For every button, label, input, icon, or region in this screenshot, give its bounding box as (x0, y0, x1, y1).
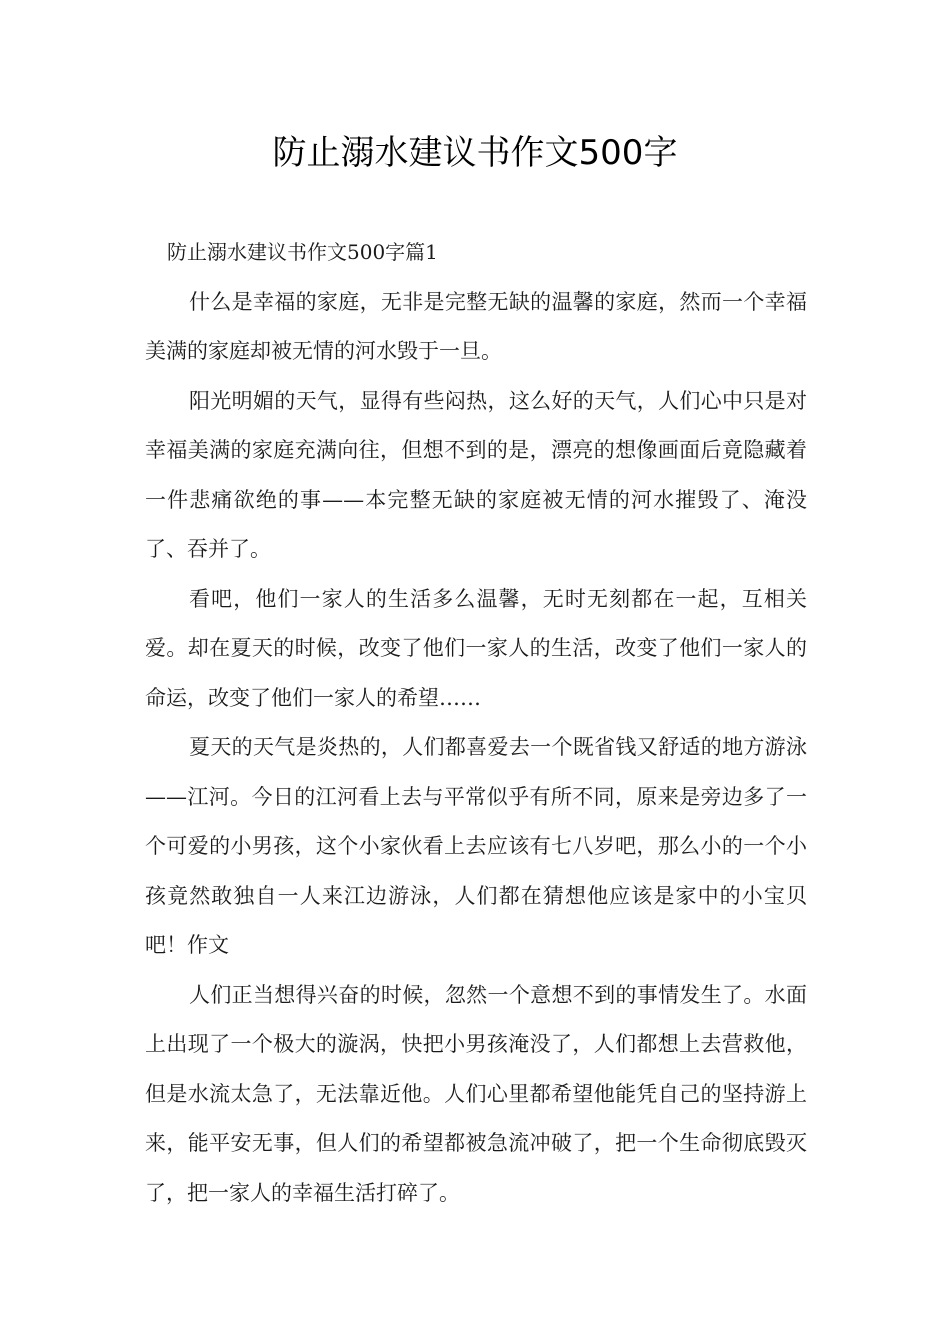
paragraph-1: 什么是幸福的家庭，无非是完整无缺的温馨的家庭，然而一个幸福美满的家庭却被无情的河水毁于一旦。 (145, 289, 807, 363)
paragraph-5: 人们正当想得兴奋的时候，忽然一个意想不到的事情发生了。水面上出现了一个极大的漩涡，快把小男孩淹没了，人们都想上去营救他，但是水流太急了，无法靠近他。人们心里都希望他能凭自己的坚持游上来，能平安无事，但人们的希望都被急流冲破了，把一个生命彻底毁灭了，把一家人的幸福生活打碎了。 (145, 982, 807, 1205)
document-body (145, 228, 807, 1218)
paragraph-4: 夏天的天气是炎热的，人们都喜爱去一个既省钱又舒适的地方游泳——江河。今日的江河看上去与平常似乎有所不同，原来是旁边多了一个可爱的小男孩，这个小家伙看上去应该有七八岁吧，那么小的一个小孩竟然敢独自一人来江边游泳，人们都在猜想他应该是家中的小宝贝吧！作文 (145, 735, 807, 957)
paragraph-3: 看吧，他们一家人的生活多么温馨，无时无刻都在一起，互相关爱。却在夏天的时候，改变了他们一家人的生活，改变了他们一家人的命运，改变了他们一家人的希望…… (145, 586, 807, 710)
section-heading: 防止溺水建议书作文500字篇1 (167, 240, 438, 264)
paragraph-2: 阳光明媚的天气，显得有些闷热，这么好的天气，人们心中只是对幸福美满的家庭充满向往，但想不到的是，漂亮的想像画面后竟隐藏着一件悲痛欲绝的事——本完整无缺的家庭被无情的河水摧毁了、淹没了、吞并了。 (145, 388, 807, 561)
document-title: 防止溺水建议书作文500字 (272, 133, 678, 173)
